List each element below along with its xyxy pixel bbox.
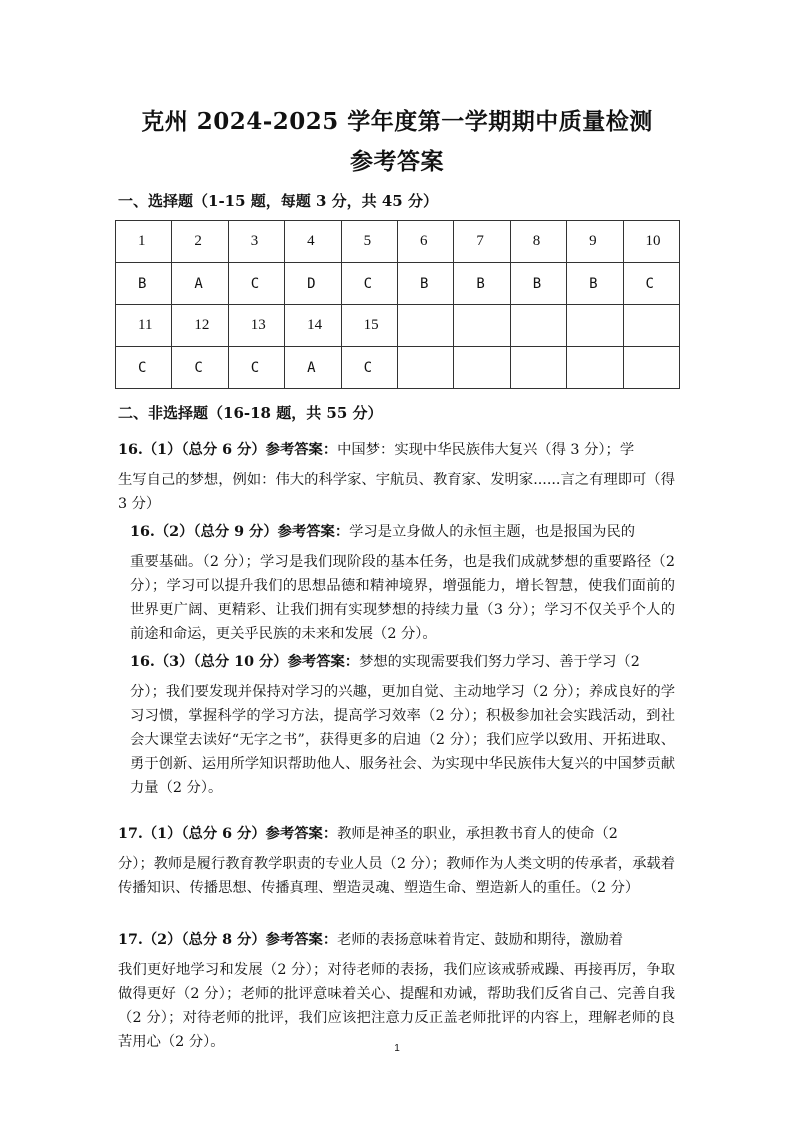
table-cell: C [341,263,397,305]
table-cell: 11 [116,305,172,347]
answer-first-line: 梦想的实现需要我们努力学习、善于学习（2 [359,654,640,670]
table-cell: D [285,263,341,305]
table-cell: 2 [172,221,228,263]
table-cell [623,305,679,347]
answer-first-line: 学习是立身做人的永恒主题，也是报国为民的 [349,524,636,540]
table-cell [567,305,623,347]
table-cell [454,305,510,347]
table-cell: A [172,263,228,305]
table-cell: B [454,263,510,305]
section-heading-choice: 一、选择题（1-15 题，每题 3 分，共 45 分） [118,192,438,210]
table-cell: C [116,347,172,389]
table-cell: 15 [341,305,397,347]
answer-16-1 [118,438,675,516]
answer-16-2 [130,520,675,646]
table-cell: 3 [228,221,284,263]
table-cell [510,305,566,347]
table-cell: 6 [397,221,453,263]
table-cell [567,347,623,389]
answer-lead: 16.（2）（总分 9 分）参考答案： [130,524,350,540]
table-cell: C [172,347,228,389]
table-cell: B [510,263,566,305]
table-cell [454,347,510,389]
answer-lead: 16.（1）（总分 6 分）参考答案： [118,442,338,458]
table-cell: 10 [623,221,679,263]
answer-first-line: 教师是神圣的职业，承担教书育人的使命（2 [337,826,618,842]
answer-17-2 [118,928,675,1054]
table-cell: 13 [228,305,284,347]
answer-lead: 17.（1）（总分 6 分）参考答案： [118,826,338,842]
table-row [116,263,680,305]
table-cell: 7 [454,221,510,263]
table-cell: 5 [341,221,397,263]
table-cell: 9 [567,221,623,263]
answer-body: 分）；我们要发现并保持对学习的兴趣，更加自觉、主动地学习（2 分）；养成良好的学习习惯，掌握科学的学习方法，提高学习效率（2 分）；积极参加社会实践活动，到社会大课堂去读好“无字之书”，获得更多的启迪（2 分）；我们应学以致用、开拓进取、勇于创新、运用所学知识帮助他人、服务社会、为实现中华民族伟大复兴的中国梦贡献力量（2 分）。 [130,684,675,796]
document-title: 克州 2024-2025 学年度第一学期期中质量检测 [141,108,653,135]
table-cell: 8 [510,221,566,263]
answer-body: 我们更好地学习和发展（2 分）；对待老师的表扬，我们应该戒骄戒躁、再接再厉，争取做得更好（2 分）；老师的批评意味着关心、提醒和劝诫，帮助我们反省自己、完善自我（2 分）；对待老师的批评，我们应该把注意力反正盖老师批评的内容上，理解老师的良苦用心（2 分）。 [118,962,675,1050]
table-cell: C [228,347,284,389]
table-cell [397,347,453,389]
table-cell: 14 [285,305,341,347]
table-row [116,347,680,389]
table-row [116,221,680,263]
section-heading-nonchoice: 二、非选择题（16-18 题，共 55 分） [118,404,383,422]
table-cell [510,347,566,389]
table-cell: B [567,263,623,305]
answer-table [115,220,680,389]
document-subtitle: 参考答案 [350,148,444,175]
page-number: 1 [394,1043,400,1054]
table-cell: 12 [172,305,228,347]
table-cell: 1 [116,221,172,263]
table-cell: 4 [285,221,341,263]
answer-first-line: 老师的表扬意味着肯定、鼓励和期待，激励着 [337,932,624,948]
table-cell: C [228,263,284,305]
table-cell [397,305,453,347]
answer-first-line: 中国梦：实现中华民族伟大复兴（得 3 分）；学 [337,442,635,458]
answer-body: 分）；教师是履行教育教学职责的专业人员（2 分）；教师作为人类文明的传承者，承载着传播知识、传播思想、传播真理、塑造灵魂、塑造生命、塑造新人的重任。（2 分） [118,856,675,896]
table-cell [623,347,679,389]
answer-16-3 [130,650,675,800]
table-cell: B [397,263,453,305]
answer-lead: 17.（2）（总分 8 分）参考答案： [118,932,338,948]
table-cell: A [285,347,341,389]
answer-lead: 16.（3）（总分 10 分）参考答案： [130,654,360,670]
table-cell: C [623,263,679,305]
table-row [116,305,680,347]
answer-17-1 [118,822,675,900]
table-cell: B [116,263,172,305]
answer-body: 重要基础。（2 分）；学习是我们现阶段的基本任务，也是我们成就梦想的重要路径（2 分）；学习可以提升我们的思想品德和精神境界，增强能力，增长智慧，使我们面前的世界更广阔、更精彩、让我们拥有实现梦想的持续力量（3 分）；学习不仅关乎个人的前途和命运，更关乎民族的未来和发展（2 分）。 [130,554,675,642]
table-cell: C [341,347,397,389]
answer-body: 生写自己的梦想，例如：伟大的科学家、宇航员、教育家、发明家......言之有理即可（得 3 分） [118,472,675,512]
